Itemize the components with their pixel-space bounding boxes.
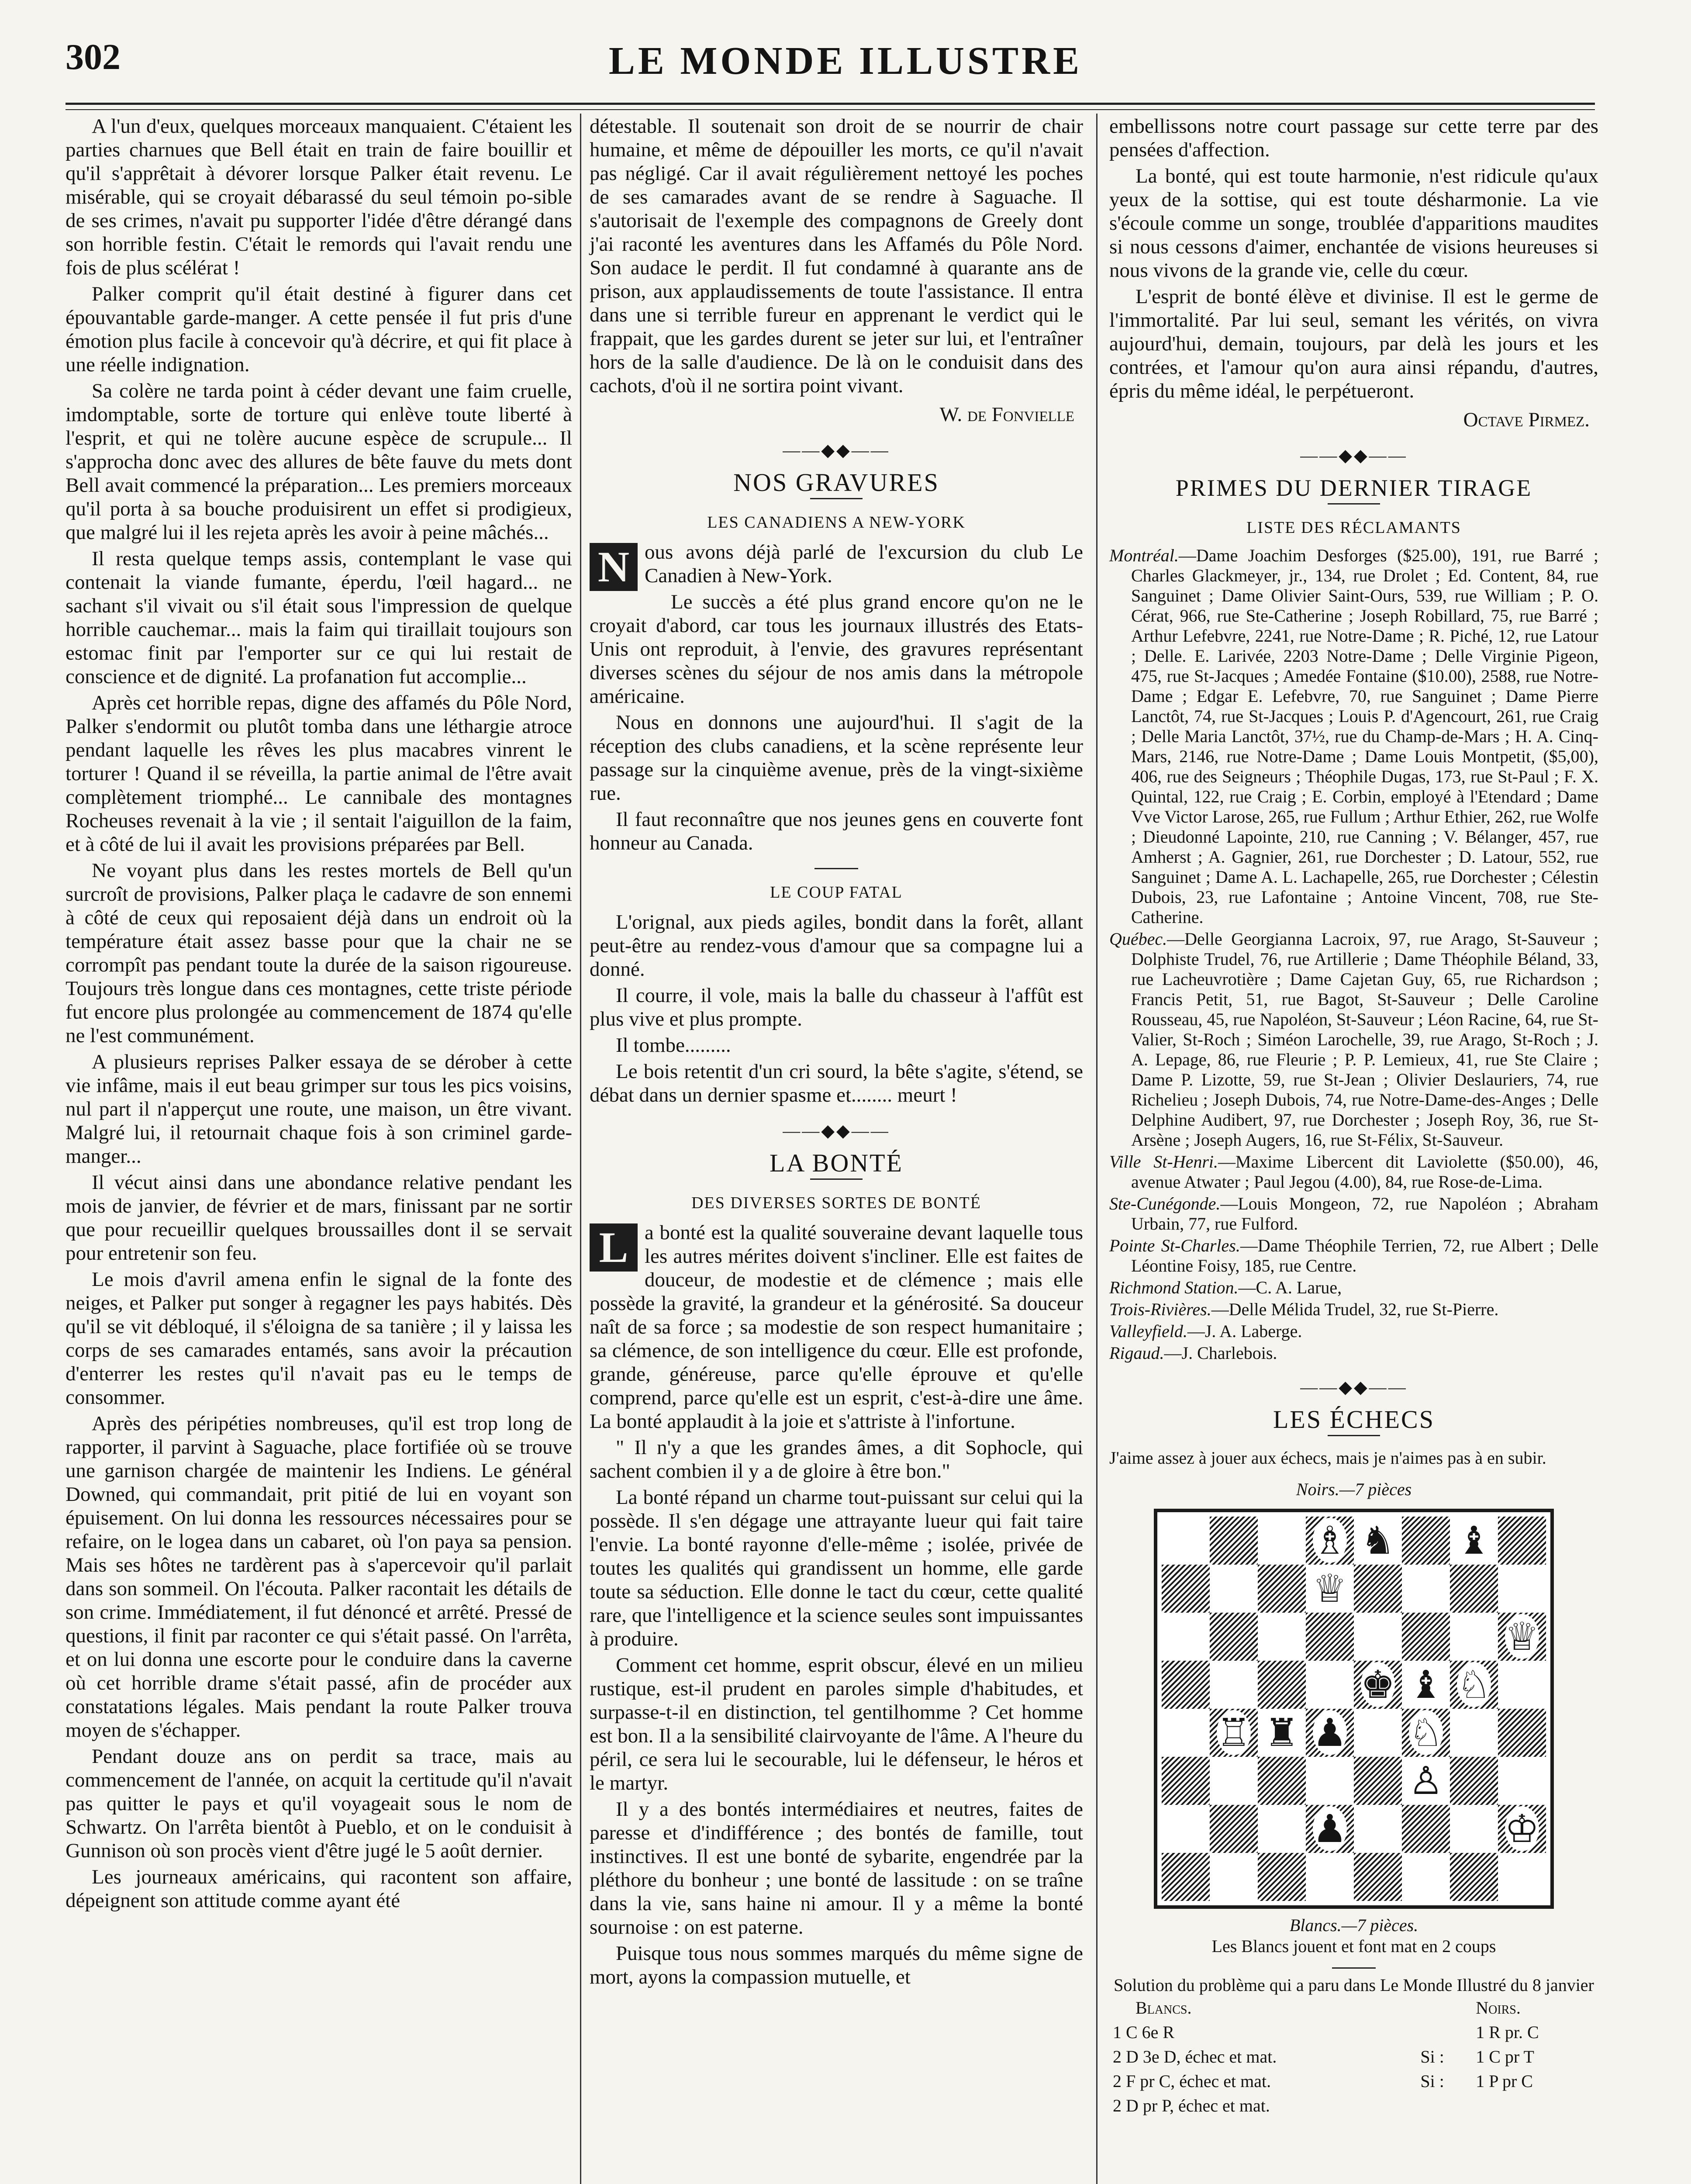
paragraph: L'orignal, aux pieds agiles, bondit dans la forêt, allant peut-être au rendez-vous d'amour que sa compagne lui a donné.	[590, 911, 1083, 981]
board-square	[1258, 1805, 1306, 1853]
board-square	[1162, 1805, 1210, 1853]
paragraph: A plusieurs reprises Palker essaya de se dérober à cette vie infâme, mais il eut beau grimper sur tous les pics voisins, nul part il n'apperçut une route, une maison, un être vivant. Malgré lui, il retournait chaque fois à son criminel garde-manger...	[66, 1051, 572, 1168]
board-square	[1162, 1853, 1210, 1901]
board-square	[1402, 1613, 1450, 1661]
board-square	[1498, 1517, 1546, 1565]
claimant-city: Richmond Station.	[1109, 1278, 1239, 1297]
solution-black-move: 1 R pr. C	[1476, 2022, 1539, 2042]
solution-white-move: 2 D pr P, échec et mat.	[1113, 2096, 1270, 2115]
title-rule	[1328, 503, 1380, 505]
chess-piece-icon: ♘	[1456, 1662, 1491, 1707]
solution-condition	[1417, 2094, 1472, 2118]
claimant-names: —Delle Mélida Trudel, 32, rue St-Pierre.	[1211, 1299, 1499, 1319]
board-square	[1450, 1853, 1498, 1901]
page-number: 302	[66, 37, 121, 77]
board-square	[1354, 1805, 1402, 1853]
claimant-city: Trois-Rivières.	[1109, 1299, 1211, 1319]
paragraph: Puisque tous nous sommes marqués du même signe de mort, ayons la compassion mutuelle, et	[590, 1942, 1083, 1988]
paragraph-text: a bonté est la qualité souveraine devant laquelle tous les autres mérites doivent s'incliner. Elle est faites de douceur, de modestie et de clémence ; mais elle possède la gravité, la grandeur et la générosité. Sa douceur naît de sa force ; sa modestie de son respect humanitaire ; sa clémence, de son intelligence du cœur. Elle est profonde, grande, généreuse, parce qu'elle éprouve et qu'elle comprend, parce qu'elle est un esprit, c'est-à-dire une âme. La bonté applaudit à la joie et s'attriste à l'infortune.	[590, 1221, 1083, 1433]
board-square	[1258, 1853, 1306, 1901]
board-square	[1162, 1565, 1210, 1613]
paragraph: Il resta quelque temps assis, contemplant le vase qui contenait la viande fumante, éperdu, l'œil hagard... ne sachant s'il vivait ou s'il était sous l'impression de quelque horrible cauchemar... mais la faim qui tiraillait toujours son estomac finit par l'emporter sur ce qui lui restait de conscience et de dignité. La profanation fut accomplie...	[66, 547, 572, 688]
title-rule	[810, 1178, 863, 1180]
subsection-title: LES CANADIENS A NEW-YORK	[707, 513, 966, 532]
board-square	[1210, 1565, 1258, 1613]
paragraph: embellissons notre court passage sur cette terre par des pensées d'affection.	[1109, 115, 1598, 161]
board-square	[1354, 1853, 1402, 1901]
solution-black-move: 1 C pr T	[1476, 2047, 1534, 2067]
black-pieces-label: Noirs.—7 pièces	[1296, 1479, 1412, 1499]
title-rule	[810, 498, 863, 499]
subsection-title: DES DIVERSES SORTES DE BONTÉ	[691, 1194, 981, 1212]
board-square	[1498, 1757, 1546, 1805]
board-square	[1354, 1565, 1402, 1613]
spacer-cell	[1417, 1996, 1472, 2020]
board-square	[1498, 1853, 1546, 1901]
paragraph: Il vécut ainsi dans une abondance relative pendant les mois de janvier, de février et de mars, finissant par ne sortir que pour recueillir quelques broussailles dont il se servait pour entretenir son feu.	[66, 1171, 572, 1265]
claimant-entry	[1109, 1152, 1598, 1192]
paragraph: La bonté répand un charme tout-puissant sur celui qui la possède. Il s'en dégage une attrayante lueur qui fait taire l'envie. La bonté rayonne d'elle-même ; isolée, privée de toutes les qualités qui grandissent un homme, elle garde toute sa séduction. Elle donne le tact du cœur, cette qualité rare, que l'intelligence et la science seules sont impuissantes à produire.	[590, 1486, 1083, 1650]
paragraph: Les journeaux américains, qui racontent son affaire, dépeignent son attitude comme ayant été	[66, 1866, 572, 1912]
paragraph: A l'un d'eux, quelques morceaux manquaient. C'étaient les parties charnues que Bell était en train de faire bouillir et qu'il s'apprêtait à dévorer lorsque Palker était revenu. Le misérable, qui se croyait débarassé du seul témoin po-sible de ses crimes, n'avait pu supporter l'idée d'être dérangé dans son horrible festin. C'était le remords qui l'avait rendu une fois de plus scélérat !	[66, 115, 572, 279]
solution-condition: Si :	[1420, 2071, 1444, 2091]
claimant-city: Valleyfield.	[1109, 1321, 1187, 1341]
claimant-city: Ville St-Henri.	[1109, 1152, 1218, 1171]
claimant-entry	[1109, 1321, 1598, 1341]
board-square	[1162, 1661, 1210, 1709]
ornament-divider: ——◆◆——	[1300, 446, 1408, 465]
author-signature: Octave Pirmez.	[1463, 408, 1590, 431]
board-square	[1210, 1613, 1258, 1661]
subsection-title: LISTE DES RÉCLAMANTS	[1246, 518, 1461, 537]
chess-piece-icon: ♝	[1456, 1518, 1491, 1563]
board-square	[1210, 1661, 1258, 1709]
board-square	[1258, 1757, 1306, 1805]
board-square	[1258, 1613, 1306, 1661]
claimant-names: —Louis Mongeon, 72, rue Napoléon ; Abraham Urbain, 77, rue Fulford.	[1131, 1194, 1598, 1234]
board-square	[1306, 1613, 1354, 1661]
claimant-names: —C. A. Larue,	[1238, 1278, 1342, 1297]
claimant-entry	[1109, 1299, 1598, 1320]
paragraph	[590, 540, 1083, 591]
chess-piece-icon: ♖	[1216, 1710, 1251, 1755]
paragraph: L'esprit de bonté élève et divinise. Il est le germe de l'immortalité. Par lui seul, semant les vérités, on vivra aujourd'hui, demain, toujours, par delà les jours et les contrées, et l'amour qu'on aura ainsi répandu, d'autres, épris du même idéal, le perpétueront.	[1109, 285, 1598, 402]
board-square	[1162, 1757, 1210, 1805]
claimant-entry	[1109, 546, 1598, 927]
problem-caption: Les Blancs jouent et font mat en 2 coups	[1211, 1936, 1496, 1956]
column-divider	[1096, 114, 1097, 2184]
claimants-list	[1109, 546, 1598, 1363]
claimant-names: —Dame Théophile Terrien, 72, rue Albert ; Delle Léontine Foisy, 185, rue Centre.	[1131, 1236, 1599, 1275]
solution-row	[1109, 2020, 1598, 2045]
board-square	[1498, 1565, 1546, 1613]
section-title: LA BONTÉ	[770, 1149, 903, 1177]
board-square	[1354, 1757, 1402, 1805]
ornament-divider: ——◆◆——	[783, 1121, 890, 1140]
paragraph: La bonté, qui est toute harmonie, n'est ridicule qu'aux yeux de la sottise, qui est toute désharmonie. La vie s'écoule comme un songe, troublée d'apparitions maudites si nous cessons d'aimer, enchantée de visions heureuses si nous vivons de la grande vie, celle du cœur.	[1109, 165, 1598, 282]
board-square	[1258, 1565, 1306, 1613]
paragraph: " Il n'y a que les grandes âmes, a dit Sophocle, qui sachent combien il y a de gloire à être bon."	[590, 1436, 1083, 1482]
column-divider	[580, 114, 581, 2184]
solution-header-row	[1109, 1996, 1598, 2020]
claimant-entry	[1109, 929, 1598, 1150]
column-1	[66, 114, 572, 1915]
solution-row	[1109, 2045, 1598, 2069]
paragraph: Le bois retentit d'un cri sourd, la bête s'agite, s'étend, se débat dans un dernier spasme et........ meurt !	[590, 1060, 1083, 1106]
white-header: Blancs.	[1135, 1998, 1192, 2018]
board-square	[1354, 1709, 1402, 1757]
board-square	[1306, 1757, 1354, 1805]
chess-piece-icon: ♞	[1360, 1518, 1395, 1563]
board-square	[1210, 1805, 1258, 1853]
author-signature: W. de Fonvielle	[939, 403, 1074, 426]
ornament-divider: ——◆◆——	[783, 440, 890, 460]
paragraph: Nous en donnons une aujourd'hui. Il s'agit de la réception des clubs canadiens, et la scène représente leur passage sur la cinquième avenue, près de la vingt-sixième rue.	[590, 711, 1083, 805]
paragraph: Après cet horrible repas, digne des affamés du Pôle Nord, Palker s'endormit ou plutôt tomba dans une léthargie atroce pendant laquelle les rêves les plus macabres vinrent le torturer ! Quand il se réveilla, la partie animal de l'être avait complètement triomphé... Le cannibale des montagnes Rocheuses revenait à la vie ; il sentait l'aiguillon de la faim, et à côté de lui il avait les provisions préparées par Bell.	[66, 691, 572, 856]
section-title: NOS GRAVURES	[733, 468, 939, 497]
board-square	[1498, 1709, 1546, 1757]
board-square	[1210, 1517, 1258, 1565]
claimant-names: —Maxime Libercent dit Laviolette ($50.00), 46, avenue Atwater ; Paul Jegou (4.00), 84, rue Rose-de-Lima.	[1131, 1152, 1598, 1192]
paragraph: Palker comprit qu'il était destiné à figurer dans cet épouvantable garde-manger. A cette pensée il fut pris d'une émotion plus facile à concevoir qu'à décrire, et qui fit place à une réelle indignation.	[66, 283, 572, 376]
chess-piece-icon: ♟	[1312, 1710, 1347, 1755]
claimant-city: Rigaud.	[1109, 1343, 1164, 1363]
board-square	[1258, 1661, 1306, 1709]
solution-row	[1109, 2094, 1598, 2118]
claimant-names: —J. A. Laberge.	[1187, 1321, 1302, 1341]
chess-piece-icon: ♘	[1408, 1710, 1443, 1755]
chess-quote: J'aime assez à jouer aux échecs, mais je n'aimes pas à en subir.	[1109, 1448, 1546, 1468]
subsection-title: LE COUP FATAL	[770, 883, 903, 902]
masthead-title: LE MONDE ILLUSTRE	[608, 39, 1083, 83]
board-square	[1498, 1661, 1546, 1709]
drop-cap: L	[590, 1223, 638, 1272]
board-square	[1402, 1565, 1450, 1613]
white-pieces-label: Blancs.—7 pièces.	[1289, 1915, 1418, 1935]
chess-piece-icon: ♗	[1312, 1518, 1347, 1563]
paragraph: Le succès a été plus grand encore qu'on ne le croyait d'abord, car tous les journaux illustrés des Etats-Unis ont reproduit, à l'envie, des gravures représentant diverses scènes du séjour de nos amis dans la métropole américaine.	[590, 591, 1083, 708]
separator-rule	[814, 868, 858, 869]
claimant-names: —Dame Joachim Desforges ($25.00), 191, rue Barré ; Charles Glackmeyer, jr., 134, rue Drolet ; Ed. Content, 84, rue Sanguinet ; Dame Olivier Saint-Ours, 539, rue William ; P. O. Cérat, 966, rue Ste-Catherine ; Joseph Robillard, 75, rue Barré ; Arthur Lefebvre, 2241, rue Notre-Dame ; R. Piché, 12, rue Latour ; Delle. E. Larivée, 2203 Notre-Dame ; Delle Virginie Pigeon, 475, rue St-Jacques ; Amedée Fontaine ($10.00), 2588, rue Notre-Dame ; Edgar E. Lefebvre, 70, rue Sanguinet ; Dame Pierre Lanctôt, 74, rue St-Jacques ; Louis P. d'Agencourt, 261, rue Craig ; Delle Maria Lanctôt, 37½, rue du Champ-de-Mars ; H. A. Cinq-Mars, 2146, rue Notre-Dame ; Dame Louis Montpetit, ($5,00), 406, rue des Seigneurs ; Théophile Dugas, 173, rue St-Paul ; F. X. Quintal, 122, rue Craig ; E. Corbin, employé à l'Etendard ; Dame Vve Victor Larose, 265, rue Fullum ; Arthur Ethier, 262, rue Wolfe ; Dieudonné Lapointe, 210, rue Canning ; V. Bélanger, 457, rue Amherst ; A. Gagnier, 261, rue Dorchester ; D. Latour, 552, rue Sanguinet ; Dame A. L. Lachapelle, 265, rue Dorchester ; Célestin Dubois, 23, rue Lafontaine ; Antoine Vincent, 708, rue Ste-Catherine.	[1131, 546, 1598, 927]
column-3	[1109, 114, 1598, 2118]
title-rule	[1328, 1435, 1380, 1436]
board-square	[1450, 1613, 1498, 1661]
board-square	[1450, 1709, 1498, 1757]
solution-condition: Si :	[1420, 2047, 1444, 2067]
ornament-divider: ——◆◆——	[1300, 1377, 1408, 1397]
black-header: Noirs.	[1476, 1998, 1521, 2018]
board-square	[1162, 1517, 1210, 1565]
header-rule-thin	[66, 109, 1595, 110]
claimant-entry	[1109, 1278, 1598, 1298]
claimant-city: Pointe St-Charles.	[1109, 1236, 1240, 1255]
chess-piece-icon: ♙	[1408, 1758, 1443, 1803]
board-square	[1306, 1853, 1354, 1901]
chess-grid	[1162, 1517, 1546, 1901]
board-square	[1402, 1853, 1450, 1901]
solution-black-move	[1472, 2094, 1598, 2118]
board-square	[1450, 1805, 1498, 1853]
paragraph: Pendant douze ans on perdit sa trace, mais au commencement de l'année, on acquit la certitude qu'il n'avait pas quitter le pays et qu'il voyageait sous le nom de Schwartz. On l'arrêta bientôt à Pueblo, et on le conduisit à Gunnison où son procès vient d'être jugé le 5 août dernier.	[66, 1745, 572, 1862]
claimant-city: Montréal.	[1109, 546, 1179, 565]
chess-piece-icon: ♕	[1312, 1566, 1347, 1611]
board-square	[1210, 1853, 1258, 1901]
paragraph: Après des péripéties nombreuses, qu'il est trop long de rapporter, il parvint à Saguache, place fortifiée où se trouve une garnison chargée de maintenir les Indiens. Le général Downed, qui commandait, prit pitié de lui en voyant son épuisement. On lui donna les ressources nécessaires pour se refaire, on le logea dans un cabaret, où l'on paya sa pension. Mais ses hôtes ne tardèrent pas à s'apercevoir qu'il parlait dans son sommeil. On l'écouta. Palker racontait les détails de son crime. Immédiatement, il fut dénoncé et arrêté. Pressé de questions, il finit par raconter ce qui s'était passé. On l'arrêta, et on lui donna une escorte pour le conduire dans la caverne où cet horrible drame s'était passé, afin de procéder aux constatations légales. Mais pendant la route Palker trouva moyen de s'échapper.	[66, 1412, 572, 1742]
board-square	[1402, 1805, 1450, 1853]
claimant-city: Québec.	[1109, 929, 1167, 949]
board-square	[1306, 1661, 1354, 1709]
solution-white-move: 1 C 6e R	[1113, 2022, 1175, 2042]
section-title: LES ÉCHECS	[1273, 1405, 1435, 1434]
chess-piece-icon: ♚	[1360, 1662, 1395, 1707]
paragraph: Il tombe.........	[616, 1034, 731, 1057]
board-square	[1162, 1613, 1210, 1661]
paragraph: Le mois d'avril amena enfin le signal de la fonte des neiges, et Palker put songer à regagner les pays habités. Dès qu'il se vit débloqué, il s'éloigna de sa tanière ; il y laissa les corps de ses camarades entamés, sans avoir la précaution d'enterrer les restes qu'il n'avait pas eu le temps de consommer.	[66, 1268, 572, 1409]
chess-piece-icon: ♜	[1264, 1710, 1299, 1755]
board-square	[1258, 1517, 1306, 1565]
board-square	[1354, 1613, 1402, 1661]
solution-table	[1109, 1996, 1598, 2118]
paragraph: Il courre, il vole, mais la balle du chasseur à l'affût est plus vive et plus prompte.	[590, 984, 1083, 1030]
paragraph: Il faut reconnaître que nos jeunes gens en couverte font honneur au Canada.	[590, 808, 1083, 854]
separator-rule	[1332, 1967, 1376, 1969]
chess-piece-icon: ♕	[1505, 1614, 1539, 1659]
board-square	[1450, 1565, 1498, 1613]
chess-piece-icon: ♟	[1312, 1806, 1347, 1851]
claimant-names: —Delle Georgianna Lacroix, 97, rue Arago, St-Sauveur ; Dolphiste Trudel, 76, rue Artillerie ; Dame Théophile Béland, 33, rue Lacheuvrotière ; Dame Cajetan Guy, 65, rue Richardson ; Francis Petit, 51, rue Bagot, St-Sauveur ; Delle Caroline Rousseau, 45, rue Napoléon, St-Sauveur ; Léon Racine, 64, rue St-Valier, St-Roch ; Siméon Larochelle, 39, rue Arago, St-Roch ; J. A. Lepage, 86, rue Fleurie ; P. P. Lemieux, 41, rue Ste Claire ; Dame P. Lizotte, 59, rue St-Jean ; Olivier Deslauriers, 74, rue Richelieu ; Joseph Dubois, 74, rue Notre-Dame-des-Anges ; Delle Delphine Audibert, 97, rue Dorchester ; Joseph Roy, 36, rue St-Arsène ; Joseph Augers, 16, rue St-Félix, St-Sauveur.	[1131, 929, 1598, 1150]
column-2	[590, 114, 1083, 1991]
board-square	[1450, 1757, 1498, 1805]
header-rule	[66, 103, 1595, 105]
claimant-city: Ste-Cunégonde.	[1109, 1194, 1221, 1213]
board-square	[1162, 1709, 1210, 1757]
claimant-entry	[1109, 1236, 1598, 1276]
paragraph-text: ous avons déjà parlé de l'excursion du club Le Canadien à New-York.	[645, 541, 1083, 587]
solution-white-move: 2 F pr C, échec et mat.	[1113, 2071, 1271, 2091]
paragraph: Comment cet homme, esprit obscur, élevé en un milieu rustique, est-il prudent en paroles simple d'habitudes, et surpasse-t-il en distinction, tel gentilhomme ? Cet homme est bon. Il a la sensibilité clairvoyante de l'âme. A l'heure du péril, ce sera lui le secourable, lui le défenseur, le héros et le martyr.	[590, 1654, 1083, 1794]
claimant-entry	[1109, 1194, 1598, 1234]
claimant-entry	[1109, 1343, 1598, 1363]
chess-board	[1154, 1509, 1554, 1909]
solution-black-move: 1 P pr C	[1476, 2071, 1533, 2091]
board-square	[1402, 1517, 1450, 1565]
section-title: PRIMES DU DERNIER TIRAGE	[1175, 475, 1532, 501]
paragraph: Ne voyant plus dans les restes mortels de Bell qu'un surcroît de provisions, Palker plaça le cadavre de son ennemi à côté de ceux qui reposaient déjà dans un endroit où la température était assez basse pour que la chair ne se corrompît pas pendant toute la durée de la saison rigoureuse. Toujours très longue dans ces montagnes, cette triste période fut encore plus prolongée au commencement de 1874 qu'elle ne l'est communément.	[66, 859, 572, 1047]
solution-title: Solution du problème qui a paru dans Le Monde Illustré du 8 janvier	[1114, 1975, 1594, 1995]
solution-condition	[1417, 2020, 1472, 2045]
claimant-names: —J. Charlebois.	[1164, 1343, 1277, 1363]
solution-row	[1109, 2069, 1598, 2094]
chess-piece-icon: ♔	[1505, 1806, 1539, 1851]
drop-cap: N	[590, 543, 638, 591]
paragraph: Sa colère ne tarda point à céder devant une faim cruelle, imdomptable, sorte de torture qui enlève toute liberté à l'esprit, et qui ne tolère aucune espèce de scrupule... Il s'approcha donc avec des allures de bête fauve du mets dont Bell avait commencé la préparation... Les premiers morceaux qu'il porta à sa bouche produisirent un effet si prodigieux, que malgré lui il les rejeta après les avoir à peine mâchés...	[66, 380, 572, 544]
paragraph	[590, 1221, 1083, 1433]
solution-white-move: 2 D 3e D, échec et mat.	[1113, 2047, 1277, 2067]
paragraph: Il y a des bontés intermédiaires et neutres, faites de paresse et d'indifférence ; des bontés de famille, tout instinctives. Il est une bonté de sybarite, engendrée par la pléthore du bonheur ; une bonté de lassitude : on se traîne dans la vie, sans haine ni amour. Il y a même la bonté sournoise : on est paterne.	[590, 1798, 1083, 1939]
chess-piece-icon: ♝	[1408, 1662, 1443, 1707]
paragraph: détestable. Il soutenait son droit de se nourrir de chair humaine, et même de dépouiller les morts, ce qu'il n'avait pas négligé. Car il avait régulièrement nettoyé les poches de ses camarades avant de se rendre à Saguache. Il s'autorisait de l'exemple des compagnons de Greely dont j'ai raconté les aventures dans les Affamés du Pôle Nord. Son audace le perdit. Il fut condamné à quarante ans de prison, aux applaudissements de toute l'assistance. Il entra dans une si terrible fureur en apprenant le verdict qui le frappait, que les gardes durent se jeter sur lui, et l'entraîner hors de la salle d'audience. De là on le conduisit dans des cachots, d'où il ne sortira point vivant.	[590, 115, 1083, 397]
board-square	[1210, 1757, 1258, 1805]
